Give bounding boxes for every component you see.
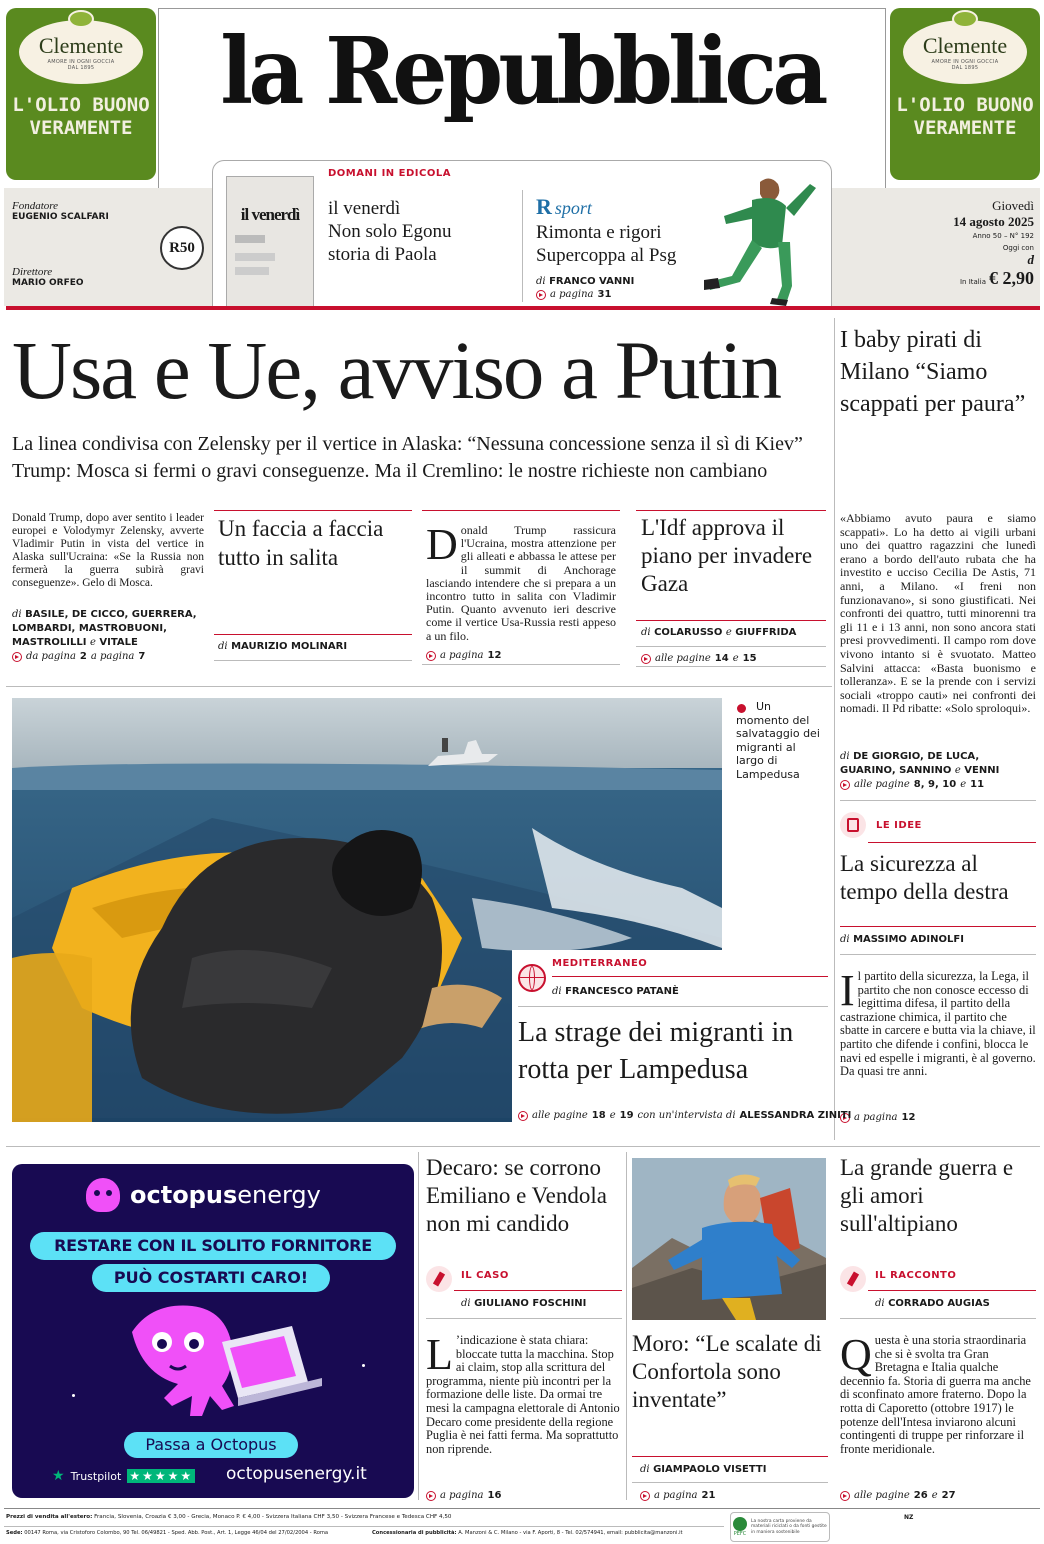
by-di: di — [536, 276, 546, 287]
idee-label: LE IDEE — [876, 820, 922, 831]
drop-cap: I — [840, 966, 855, 1015]
clemente-tagline — [896, 94, 1033, 140]
founder-label: Fondatore — [12, 200, 59, 212]
globe-icon — [518, 964, 546, 992]
baby-pirati-page-ref[interactable] — [840, 779, 984, 790]
arrow-icon — [426, 1491, 436, 1501]
footer-concessionaria — [372, 1530, 724, 1536]
drop-cap: D — [426, 520, 458, 569]
sport-line1: Rimonta e rigori — [536, 222, 662, 243]
sport-brand — [536, 194, 592, 220]
footer-rule-2 — [4, 1526, 724, 1527]
arrow-icon — [840, 1491, 850, 1501]
r50-logo: R50 — [160, 226, 204, 270]
idee-rule-2 — [840, 926, 1036, 927]
ref-num: 2 — [79, 651, 87, 662]
mediterraneo-label: MEDITERRANEO — [552, 958, 648, 969]
ref-text: con un'intervista di — [637, 1110, 736, 1121]
conc-label: Concessionaria di pubblicità: — [372, 1530, 457, 1536]
prices-text: Francia, Slovenia, Croazia € 3,00 - Grecia, Monaco P. € 4,00 - Svizzera Italiana CHF 3,50 - Svizzera Francese e Tedesca CHF 4,50 — [94, 1514, 452, 1520]
sede-label: Sede: — [6, 1530, 23, 1536]
ref-num: 12 — [487, 650, 502, 661]
ref-num: 21 — [701, 1490, 716, 1501]
ref-text: da pagina — [26, 651, 76, 662]
ref-and: e — [931, 1490, 938, 1501]
by-names: BASILE, DE CICCO, GUERRERA, — [25, 609, 197, 620]
lead-col1-byline — [12, 608, 208, 650]
sub-line2: Trump: Mosca si fermi o gravi conseguenze. Ma il Cremlino: le nostre richieste non cambiano — [12, 460, 768, 482]
octopus-url[interactable]: octopusenergy.it — [226, 1464, 367, 1484]
ad-sparkles — [72, 1394, 75, 1397]
migranti-rule-2 — [518, 1006, 828, 1007]
by-di: di — [461, 1298, 471, 1309]
decaro-body: ’indicazione è stata chiara: bloccate tutta la macchina. Stop ai claim, stop alla scrittura del programma, niente più incontri per la formazione delle liste. Da ormai tre mesi la campagna elettorale di Antonio Decaro come presidente della regione Puglia è nei fatti ferma. Ma soprattutto non riprende. — [426, 1333, 620, 1456]
mediterraneo-rule — [552, 976, 828, 977]
by-names: LOMBARDI, MASTROBUONI, — [12, 623, 167, 634]
clemente-since: DAL 1895 — [67, 65, 95, 71]
trustpilot-stars: ★★★★★ — [129, 1469, 194, 1483]
octopus-logo-row — [86, 1178, 321, 1212]
guerra-rule — [840, 1318, 1036, 1319]
ref-text: a pagina — [90, 651, 135, 662]
by-di: di — [218, 641, 228, 652]
lead-col2-headline[interactable]: Un faccia a faccia tutto in salita — [218, 516, 384, 570]
olive-icon — [952, 10, 978, 28]
ref-text: a pagina — [654, 1490, 698, 1501]
ref-num: 19 — [619, 1110, 634, 1121]
price-label: In Italia — [959, 278, 986, 286]
caso-label: IL CASO — [461, 1270, 509, 1281]
lead-col3-page-ref[interactable] — [426, 650, 501, 661]
moro-byline — [640, 1464, 766, 1475]
photo-caption: Un momento del salvataggio dei migranti al largo di Lampedusa — [736, 700, 820, 781]
goalkeeper-photo — [700, 162, 830, 306]
racconto-label: IL RACCONTO — [875, 1270, 957, 1281]
arrow-icon — [640, 1491, 650, 1501]
by-name: FRANCO VANNI — [549, 276, 635, 287]
ref-author: ALESSANDRA ZINITI — [739, 1110, 852, 1121]
price: € 2,90 — [989, 268, 1034, 288]
idee-rule — [868, 842, 1036, 843]
ref-text: a pagina — [854, 1112, 898, 1123]
decaro-page-ref[interactable] — [426, 1490, 501, 1501]
drop-cap: L — [426, 1330, 453, 1379]
by-di: di — [840, 934, 850, 945]
ref-text: alle pagine — [854, 779, 910, 790]
by-name: FRANCESCO PATANÈ — [565, 986, 679, 997]
col3-top-rule — [422, 510, 620, 511]
ref-num: 12 — [901, 1112, 916, 1123]
teaser-divider — [522, 190, 523, 302]
clemente-brand: Clemente — [922, 33, 1008, 58]
by-di: di — [640, 1464, 650, 1475]
clemente-tagline — [12, 94, 149, 140]
sport-byline — [536, 276, 634, 287]
tagline-line1: L'OLIO BUONO — [12, 94, 150, 116]
prices-label: Prezzi di vendita all'estero: — [6, 1514, 93, 1520]
moro-page-ref[interactable] — [640, 1490, 715, 1501]
guerra-text — [840, 1330, 1036, 1456]
brand-b: energy — [237, 1181, 321, 1209]
migranti-page-ref[interactable] — [518, 1110, 851, 1121]
moro-headline[interactable]: Moro: “Le scalate di Confortola sono inventate” — [632, 1331, 822, 1412]
by-di: di — [552, 986, 562, 997]
date: 14 agosto 2025 — [953, 214, 1034, 229]
date-day: Giovedì — [992, 198, 1034, 213]
racconto-icon — [840, 1266, 866, 1292]
cover-placeholder — [235, 267, 269, 275]
cover-placeholder — [235, 253, 275, 261]
clemente-ad-left[interactable] — [6, 8, 156, 180]
cover-placeholder — [235, 235, 265, 243]
by-name: MASSIMO ADINOLFI — [853, 934, 964, 945]
decaro-text — [426, 1330, 622, 1456]
arrow-icon — [426, 651, 436, 661]
by-di: di — [12, 609, 22, 620]
idee-byline — [840, 934, 964, 945]
tagline-line2: VERAMENTE — [913, 117, 1017, 139]
sport-teaser[interactable] — [536, 221, 676, 267]
octopus-wordmark — [130, 1181, 321, 1209]
date-block — [890, 198, 1034, 289]
footer-sede — [6, 1530, 366, 1536]
lead-col4-headline[interactable]: L'Idf approva il piano per invadere Gaza — [641, 515, 813, 596]
lead-col3-text — [426, 520, 616, 643]
lead-section-rule — [6, 686, 832, 687]
col4-rule — [636, 620, 826, 621]
ad-line2: PUÒ COSTARTI CARO! — [92, 1264, 330, 1292]
col3-bottom-rule — [422, 664, 620, 665]
domani-label: DOMANI IN EDICOLA — [328, 168, 451, 179]
pefc-text: La nostra carta proviene da materiali riciclati o da fonti gestite in maniera sostenibile — [751, 1519, 827, 1535]
tree-icon — [733, 1517, 747, 1531]
tagline-line2: VERAMENTE — [29, 117, 133, 139]
bottom-divider-2 — [626, 1152, 627, 1500]
col4-mid-rule — [636, 646, 826, 647]
trustpilot-star-icon: ★ — [52, 1468, 65, 1484]
pefc-label: PEFC — [733, 1531, 747, 1537]
sport-page-ref[interactable] — [536, 289, 611, 300]
ref-num: 14 — [714, 653, 729, 664]
clemente-since: DAL 1895 — [951, 65, 979, 71]
lead-subheadline — [12, 431, 832, 485]
arrow-icon — [12, 652, 22, 662]
by-di: di — [641, 627, 651, 638]
by-name: GIUFFRIDA — [735, 627, 797, 638]
ref-text: a pagina — [440, 650, 484, 661]
by-name: CORRADO AUGIAS — [888, 1298, 990, 1309]
migranti-byline — [552, 986, 679, 997]
lead-col1-page-ref[interactable] — [12, 651, 145, 662]
venerdi-mag-title: il venerdì — [240, 205, 300, 224]
baby-pirati-byline — [840, 750, 1036, 778]
col4-top-rule — [636, 510, 826, 511]
ref-text: a pagina — [440, 1490, 484, 1501]
founder-name: EUGENIO SCALFARI — [12, 212, 109, 222]
bottom-divider-1 — [418, 1152, 419, 1500]
clemente-slogan: AMORE IN OGNI GOCCIA — [47, 59, 115, 65]
by-name: GIAMPAOLO VISETTI — [653, 1464, 767, 1475]
arrow-icon — [840, 780, 850, 790]
lead-col1-text: Donald Trump, dopo aver sentito i leader europei e Volodymyr Zelensky, avverte Vladimir Putin in vista del vertice in Alaska sull'Ucraina: «Se la Russia non fermerà la guerra subirà gravi conseguenze». Gelo di Mosca. — [12, 512, 204, 589]
venerdi-line1: il venerdì — [328, 198, 401, 219]
ref-and: e — [609, 1110, 616, 1121]
brand-a: octopus — [130, 1181, 238, 1209]
drop-cap: Q — [840, 1330, 872, 1379]
decaro-rule — [426, 1318, 622, 1319]
migranti-box[interactable] — [512, 950, 834, 1128]
pefc-box — [730, 1512, 830, 1542]
caso-rule — [454, 1290, 622, 1291]
venerdi-cover[interactable] — [226, 176, 314, 306]
idee-rule-3 — [840, 954, 1036, 955]
ref-text: a pagina — [550, 289, 594, 300]
racconto-rule — [868, 1290, 1036, 1291]
climber-photo[interactable] — [632, 1158, 826, 1320]
price-row — [890, 268, 1034, 289]
founder-block — [12, 200, 152, 288]
by-di: di — [875, 1298, 885, 1309]
clemente-logo — [901, 18, 1029, 86]
clemente-brand: Clemente — [38, 33, 124, 58]
by-and: e — [954, 765, 961, 776]
photo-section-rule — [6, 1146, 1040, 1147]
director-name: MARIO ORFEO — [12, 278, 84, 288]
sport-r: R — [536, 194, 552, 219]
ref-num: 16 — [487, 1490, 502, 1501]
ref-num: 27 — [941, 1490, 956, 1501]
ad-sparkles — [362, 1364, 365, 1367]
pefc-logo — [733, 1517, 747, 1537]
sub-line1: La linea condivisa con Zelensky per il vertice in Alaska: “Nessuna concessione senza il sì di Kiev” — [12, 433, 803, 455]
footer-rule — [4, 1508, 1040, 1509]
col3-body: onald Trump rassicura l'Ucraina, mostra attenzione per gli alleati e abbassa le attese per il summit di Anchorage lasciando intendere che si prepara a un incontro tutto in salita con Vladimir Putin. Quanto avvenuto ieri descrive come il vertice Usa-Russia resti appeso a un filo. — [426, 523, 616, 643]
ref-and: e — [732, 653, 739, 664]
idee-text — [840, 966, 1036, 1079]
col2-rule — [214, 634, 412, 635]
by-name: COLARUSSO — [654, 627, 723, 638]
arrow-icon — [536, 290, 546, 300]
col2-top-rule — [214, 510, 412, 511]
guerra-body: uesta è una storia straordinaria che si è svolta tra Gran Bretagna e Italia qualche decennio fa. Storia di guerra ma anche di sconfinato amore fraterno. Dopo la rotta di Caporetto (ottobre 1917) le potenze dell'Intesa inviarono alcuni contingenti di truppe per rinforzare il fronte meridionale. — [840, 1333, 1031, 1456]
clemente-slogan: AMORE IN OGNI GOCCIA — [931, 59, 999, 65]
arrow-icon — [641, 654, 651, 664]
tagline-line1: L'OLIO BUONO — [896, 94, 1034, 116]
footer-nz: NZ — [904, 1514, 914, 1521]
ad-line1: RESTARE CON IL SOLITO FORNITORE — [30, 1232, 396, 1260]
clemente-ad-right[interactable] — [890, 8, 1040, 180]
baby-pirati-text: «Abbiamo avuto paura e siamo scappati». Lo ha detto ai vigili urbani uno dei quattro ragazzini che lunedì erano a bordo dell'auto rubata che ha investito e ucciso Cecilia De Astis, 71 anni, a Milano. «I freni non funzionavano», si sono giustificati. Nei confronti dei quattro, tutti minorenni tra gli 11 e i 13 anni, non sono ancora stati presi provvedimenti. Il campo rom dove vivono intanto si è svuotato. Matteo Salvini attacca: «Basta buonismo e tolleranza». E se la prende con i servizi sociali «troppo cauti» nei confronti dei nomadi. Il Pd ribatte: «Solo sproloqui». — [840, 511, 1036, 716]
newspaper-title: la Repubblica — [220, 17, 824, 125]
ref-num: 26 — [913, 1490, 928, 1501]
by-name: MAURIZIO MOLINARI — [231, 641, 348, 652]
ref-text: alle pagine — [854, 1490, 910, 1501]
supplement-mark: d — [1027, 252, 1034, 267]
by-names: MASTROLILLI — [12, 637, 87, 648]
octopus-energy-ad[interactable] — [12, 1164, 414, 1498]
passa-button[interactable]: Passa a Octopus — [124, 1432, 298, 1458]
col2-bottom-rule — [214, 660, 412, 661]
right-rule — [840, 800, 1036, 801]
lead-col4-byline — [641, 627, 796, 638]
footer-prices — [6, 1514, 716, 1520]
ref-text: alle pagine — [532, 1110, 588, 1121]
decaro-headline[interactable]: Decaro: se corrono Emiliano e Vendola non mi candido — [426, 1155, 607, 1236]
trustpilot-label: Trustpilot — [70, 1469, 122, 1483]
issue-number: Anno 50 – N° 192 — [972, 232, 1034, 240]
guerra-byline — [875, 1298, 990, 1309]
migranti-headline[interactable]: La strage dei migranti in rotta per Lampedusa — [518, 1017, 794, 1085]
venerdi-line2: Non solo Egonu — [328, 221, 452, 242]
by-names: VITALE — [99, 637, 138, 648]
ref-num: 15 — [742, 653, 757, 664]
ref-num: 11 — [970, 779, 985, 790]
by-and: e — [725, 627, 732, 638]
by-names: DE GIORGIO, DE LUCA, — [853, 751, 980, 762]
venerdi-line3: storia di Paola — [328, 244, 437, 265]
trustpilot — [52, 1468, 195, 1484]
col4-bottom-rule — [636, 666, 826, 667]
by-names: VENNI — [964, 765, 1000, 776]
arrow-icon — [518, 1111, 528, 1121]
by-and: e — [89, 637, 96, 648]
ref-text: alle pagine — [655, 653, 711, 664]
baby-pirati-headline[interactable]: I baby pirati di Milano “Siamo scappati per paura” — [840, 327, 1026, 417]
octopus-icon — [86, 1178, 120, 1212]
ref-num: 31 — [597, 289, 612, 300]
sede-text: 00147 Roma, via Cristoforo Colombo, 90 Tel. 06/49821 - Sped. Abb. Post., Art. 1, Legge 46/04 del 27/02/2004 - Roma — [24, 1530, 329, 1536]
clemente-logo — [17, 18, 145, 86]
sport-word: sport — [554, 198, 592, 218]
idee-body: l partito della sicurezza, la Lega, il partito che non conosce eccesso di legittima difesa, il partito della castrazione chimica, il partito che sbatte in carcere e butta via la chiave, il partito che difende i confini, blocca le navi ed espelle i migranti, è al governo. Da quasi tre anni. — [840, 969, 1036, 1079]
sport-line2: Supercoppa al Psg — [536, 245, 677, 266]
ref-num: 7 — [138, 651, 146, 662]
ref-num: 18 — [591, 1110, 606, 1121]
by-names: GUARINO, SANNINO — [840, 765, 952, 776]
octopus-laptop-illustration — [112, 1302, 322, 1422]
lead-col4-page-ref[interactable] — [641, 653, 757, 664]
director-label: Direttore — [12, 266, 53, 278]
decaro-byline — [461, 1298, 586, 1309]
idee-headline[interactable]: La sicurezza al tempo della destra — [840, 851, 1009, 904]
red-rule — [6, 306, 1040, 310]
by-name: GIULIANO FOSCHINI — [474, 1298, 587, 1309]
by-di: di — [840, 751, 850, 762]
conc-text: A. Manzoni & C. Milano - via F. Aporti, 8 - Tel. 02/574941, email: pubblicita@manzoni.it — [458, 1530, 683, 1536]
ref-num: 8, 9, 10 — [913, 779, 957, 790]
moro-rule-2 — [632, 1482, 828, 1483]
guerra-headline[interactable]: La grande guerra e gli amori sull'altipiano — [840, 1155, 1014, 1236]
oggi-con: Oggi con — [1002, 244, 1034, 252]
lead-col2-byline — [218, 641, 347, 652]
ref-and: e — [960, 779, 967, 790]
olive-icon — [68, 10, 94, 28]
idee-icon — [840, 812, 866, 838]
lead-headline[interactable]: Usa e Ue, avviso a Putin — [12, 324, 781, 416]
moro-rule — [632, 1456, 828, 1457]
guerra-page-ref[interactable] — [840, 1490, 956, 1501]
caso-icon — [426, 1266, 452, 1292]
venerdi-teaser[interactable] — [328, 197, 452, 266]
